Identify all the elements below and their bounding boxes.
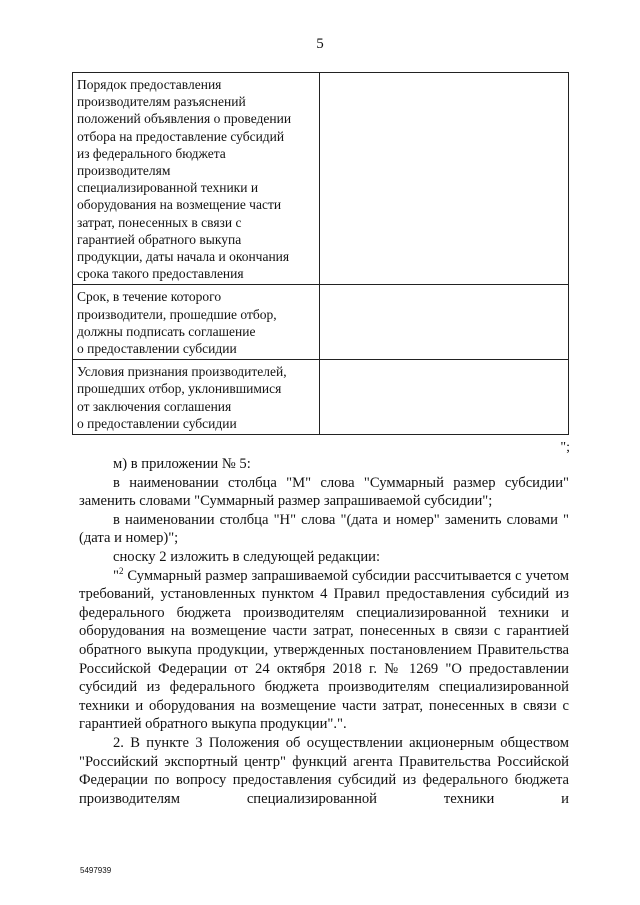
paragraph-column-n: в наименовании столбца "Н" слова "(дата и номер" заменить словами "(дата и номер)";: [79, 511, 569, 547]
table-row: [73, 360, 569, 435]
document-code: 5497939: [80, 866, 112, 875]
table-cell-value: [319, 73, 568, 285]
footnote-body: Суммарный размер запрашиваемой субсидии рассчитывается с учетом требований, установленных пунктом 4 Правил предоставления субсидий из федерального бюджета производителям специализированной техники и оборудования на возмещение части затрат, понесенных в связи с гарантией обратного выкупа продукции, утвержденных постановлением Правительства Российской Федерации от 24 октября 2018 г. № 1269 "О предоставлении субсидий из федерального бюджета производителям специализированной техники и оборудования на возмещение части затрат, понесенных в связи с гарантией обратного выкупа продукции".".: [79, 567, 569, 733]
closing-quote: ";: [560, 440, 570, 455]
table-cell-label: Срок, в течение которого производители, прошедшие отбор, должны подписать соглашение о предоставлении субсидии: [73, 285, 320, 360]
paragraph-footnote-intro: сноску 2 изложить в следующей редакции:: [113, 548, 381, 565]
paragraph-footnote-text: [79, 567, 569, 734]
document-body: [79, 455, 569, 808]
table-cell-label: Условия признания производителей, прошедших отбор, уклонившимися от заключения соглашения о предоставлении субсидии: [73, 360, 320, 435]
paragraph-item-2: 2. В пункте 3 Положения об осуществлении акционерным обществом "Российский экспортный центр" функций агента Правительства Российской Федерации по вопросу предоставления субсидий из федерального бюджета производителям специализированной техники и: [79, 734, 569, 807]
page-number: 5: [316, 36, 324, 52]
table-row: [73, 73, 569, 285]
table-cell-value: [319, 285, 568, 360]
open-quote: ": [113, 567, 119, 584]
table-row: [73, 285, 569, 360]
requirements-table: [72, 72, 569, 435]
paragraph-item-m: м) в приложении № 5:: [113, 456, 251, 472]
paragraph-column-m: в наименовании столбца "М" слова "Суммарный размер субсидии" заменить словами "Суммарный размер запрашиваемой субсидии";: [79, 474, 569, 510]
table-cell-label: Порядок предоставления производителям разъяснений положений объявления о проведении отбора на предоставление субсидий из федерального бюджета производителям специализированной техники и оборудования на возмещение части затрат, понесенных в связи с гарантией обратного выкупа продукции, даты начала и окончания срока такого предоставления: [73, 73, 320, 285]
table-cell-value: [319, 360, 568, 435]
footnote-marker: 2: [118, 565, 124, 576]
